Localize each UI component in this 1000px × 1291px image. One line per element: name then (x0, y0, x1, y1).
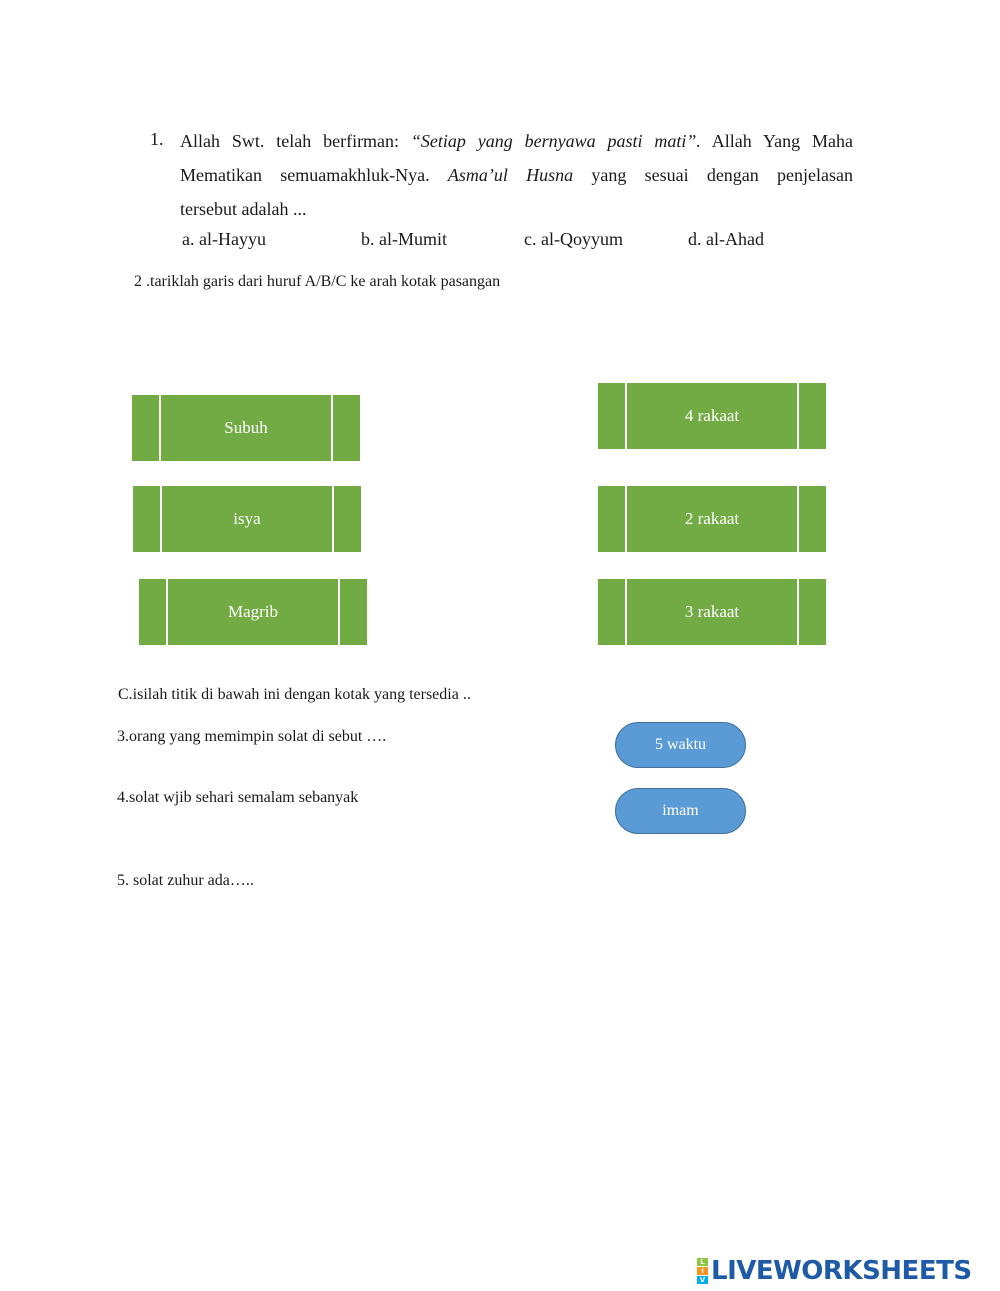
question-1-line-2: Mematikan semuamakhluk-Nya. Asma’ul Husna yang sesuai dengan penjelasan (180, 165, 853, 185)
match-box-magrib[interactable] (139, 579, 367, 645)
question-2-instruction: 2 .tariklah garis dari huruf A/B/C ke arah kotak pasangan (134, 273, 501, 290)
answer-pill-imam[interactable]: imam (615, 788, 746, 834)
match-box-label: 2 rakaat (684, 509, 740, 528)
option-a[interactable]: a. al-Hayyu (182, 229, 266, 249)
match-box-label: 4 rakaat (684, 406, 740, 425)
liveworksheets-logo (697, 1256, 972, 1286)
logo-squares-icon: L I V (697, 1258, 708, 1284)
match-box-isya[interactable] (133, 486, 361, 552)
question-1-line-1: Allah Swt. telah berfirman: “Setiap yang bernyawa pasti mati”. Allah Yang Maha (180, 131, 854, 151)
answer-pill-5-waktu[interactable]: 5 waktu (615, 722, 746, 768)
match-box-label: Subuh (224, 418, 268, 437)
match-box-subuh[interactable] (132, 395, 360, 461)
match-box-label: isya (233, 509, 261, 528)
match-box-label: 3 rakaat (684, 602, 740, 621)
question-5: 5. solat zuhur ada….. (117, 872, 254, 889)
logo-text: LIVEWORKSHEETS (711, 1256, 972, 1286)
match-box-label: Magrib (227, 602, 279, 621)
question-4: 4.solat wjib sehari semalam sebanyak (117, 789, 359, 806)
match-box-4-rakaat[interactable] (598, 383, 826, 449)
match-box-3-rakaat[interactable] (598, 579, 826, 645)
option-b[interactable]: b. al-Mumit (361, 229, 447, 249)
section-c-instruction: C.isilah titik di bawah ini dengan kotak yang tersedia .. (118, 686, 471, 703)
option-c[interactable]: c. al-Qoyyum (524, 229, 623, 249)
question-1-number: 1. (150, 129, 164, 149)
match-box-2-rakaat[interactable] (598, 486, 826, 552)
option-d[interactable]: d. al-Ahad (688, 229, 764, 249)
question-3: 3.orang yang memimpin solat di sebut …. (117, 728, 387, 745)
question-1-line-3: tersebut adalah ... (180, 199, 307, 219)
